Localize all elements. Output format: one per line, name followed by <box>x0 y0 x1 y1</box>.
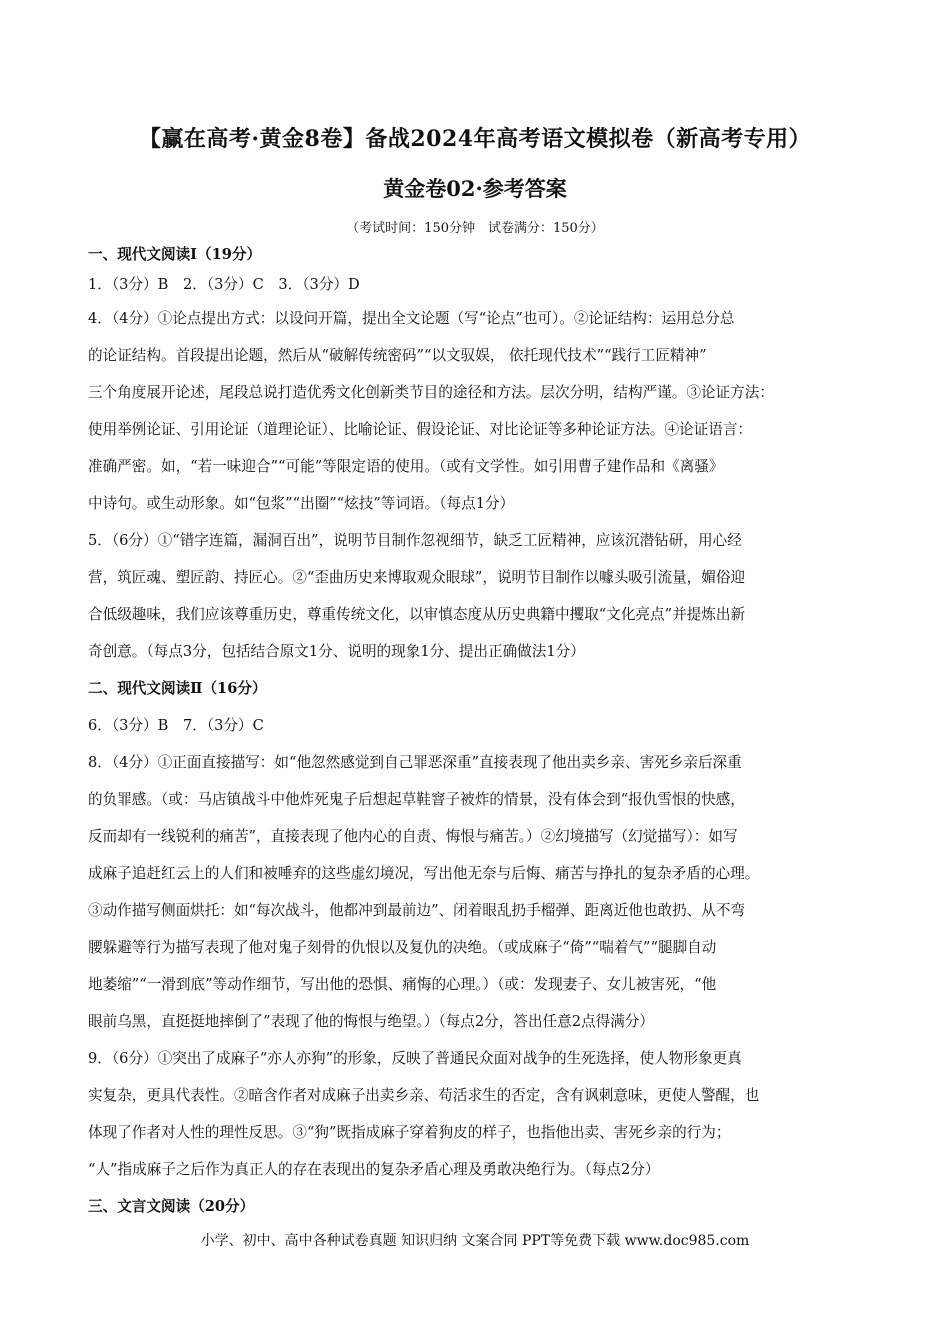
answer-line: 9．（6分）①突出了成麻子“亦人亦狗”的形象，反映了普通民众面对战争的生死选择，使人物形象更真 <box>88 1050 742 1067</box>
document-title: 【赢在高考·黄金8卷】备战2024年高考语文模拟卷（新高考专用） <box>138 126 812 152</box>
answer-line: 反而却有一线锐利的痛苦”，直接表现了他内心的自责、悔恨与痛苦。）②幻境描写（幻觉描写）：如写 <box>88 828 738 845</box>
answer-line: 成麻子追赶红云上的人们和被唾弃的这些虚幻境况，写出他无奈与后悔、痛苦与挣扎的复杂矛盾的心理。 <box>88 865 760 882</box>
answer-line: 奇创意。（每点3分，包括结合原文1分、说明的现象1分、提出正确做法1分） <box>88 643 585 660</box>
section-heading: 二、现代文阅读Ⅱ（16分） <box>88 680 267 697</box>
answer-line: 8．（4分）①正面直接描写：如“他忽然感觉到自己罪恶深重”直接表现了他出卖乡亲、害死乡亲后深重 <box>88 754 742 771</box>
answer-line: 的论证结构。首段提出论题，然后从“破解传统密码”“以文驭娱， 依托现代技术”“践行工匠精神” <box>88 347 707 364</box>
answer-line: 腰躲避等行为描写表现了他对鬼子刻骨的仇恨以及复仇的决绝。（或成麻子“倚”“喘着气”“腿脚自动 <box>88 939 717 956</box>
answer-line: ③动作描写侧面烘托：如“每次战斗，他都冲到最前边”、闭着眼乱扔手榴弹、距离近他也敢扔、从不弯 <box>88 902 746 919</box>
answer-line: 中诗句。或生动形象。如“包浆”“出圈”“炫技”等词语。（每点1分） <box>88 495 515 512</box>
answer-content <box>88 240 868 1225</box>
exam-info: （考试时间：150分钟 试卷满分：150分） <box>346 221 604 236</box>
answer-line: 使用举例论证、引用论证（道理论证）、比喻论证、假设论证、对比论证等多种论证方法。④论证语言： <box>88 421 753 438</box>
document-subtitle: 黄金卷02·参考答案 <box>383 176 567 201</box>
section-heading: 三、文言文阅读（20分） <box>88 1198 255 1215</box>
answer-line: 6．（3分）B 7．（3分）C <box>88 717 264 734</box>
answer-line: 1．（3分）B 2．（3分）C 3．（3分）D <box>88 276 360 293</box>
answer-line: 营，筑匠魂、塑匠韵、持匠心。②“歪曲历史来博取观众眼球”，说明节目制作以噱头吸引流量，媚俗迎 <box>88 569 746 586</box>
answer-line: 三个角度展开论述，尾段总说打造优秀文化创新类节目的途径和方法。层次分明，结构严谨。③论证方法： <box>88 384 774 401</box>
answer-line: 5．（6分）①“错字连篇，漏洞百出”，说明节目制作忽视细节，缺乏工匠精神，应该沉潜钻研，用心经 <box>88 532 742 549</box>
answer-line: 的负罪感。（或：马店镇战斗中他炸死鬼子后想起草鞋窨子被炸的情景，没有体会到“报仇雪恨的快感， <box>88 791 745 808</box>
answer-line: “人”指成麻子之后作为真正人的存在表现出的复杂矛盾心理及勇敢决绝行为。（每点2分） <box>88 1161 660 1178</box>
answer-line: 体现了作者对人性的理性反思。③“狗”既指成麻子穿着狗皮的样子，也指他出卖、害死乡亲的行为； <box>88 1124 731 1141</box>
section-heading: 一、现代文阅读Ⅰ（19分） <box>88 246 262 263</box>
answer-line: 合低级趣味，我们应该尊重历史，尊重传统文化，以审慎态度从历史典籍中攫取“文化亮点”并提炼出新 <box>88 606 746 623</box>
answer-line: 眼前乌黑，直挺挺地摔倒了”表现了他的悔恨与绝望。）（每点2分，答出任意2点得满分） <box>88 1013 654 1030</box>
answer-line: 实复杂，更具代表性。②暗含作者对成麻子出卖乡亲、苟活求生的否定，含有讽刺意味，更使人警醒，也 <box>88 1087 760 1104</box>
answer-line: 4．（4分）①论点提出方式：以设问开篇，提出全文论题（写“论点”也可）。②论证结构：运用总分总 <box>88 310 735 327</box>
footer-text: 小学、初中、高中各种试卷真题 知识归纳 文案合同 PPT等免费下载 www.doc985.com <box>200 1233 750 1249</box>
answer-line: 地萎缩”“一滑到底”等动作细节，写出他的恐惧、痛悔的心理。）（或：发现妻子、女儿被害死，“他 <box>88 976 717 993</box>
answer-line: 准确严密。如，“若一味迎合”“可能”等限定语的使用。（或有文学性。如引用曹子建作品和《离骚》 <box>88 458 724 475</box>
